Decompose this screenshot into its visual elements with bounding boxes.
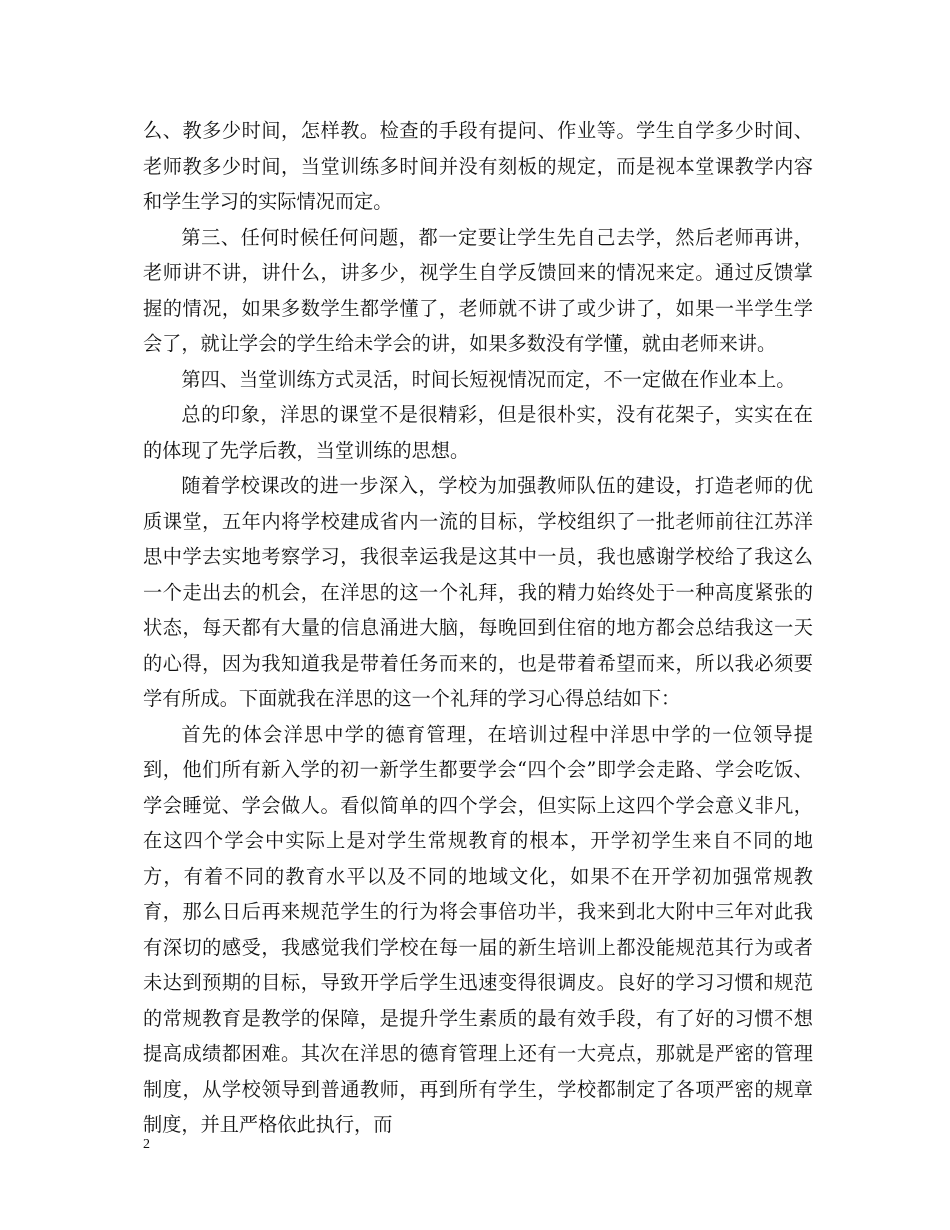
- paragraph-overall-impression: 总的印象，洋思的课堂不是很精彩，但是很朴实，没有花架子，实实在在的体现了先学后教，当堂训练的思想。: [143, 403, 813, 462]
- paragraph-moral-education: 首先的体会洋思中学的德育管理，在培训过程中洋思中学的一位领导提到，他们所有新入学的初一新学生都要学会“四个会”即学会走路、学会吃饭、学会睡觉、学会做人。看似简单的四个学会，但实际上这四个学会意义非凡，在这四个学会中实际上是对学生常规教育的根本，开学初学生来自不同的地方，有着不同的教育水平以及不同的地域文化，如果不在开学初加强常规教育，那么日后再来规范学生的行为将会事倍功半，我来到北大附中三年对此我有深切的感受，我感觉我们学校在每一届的新生培训上都没能规范其行为或者未达到预期的目标，导致开学后学生迅速变得很调皮。良好的学习习惯和规范的常规教育是教学的保障，是提升学生素质的最有效手段，有了好的习惯不想提高成绩都困难。其次在洋思的德育管理上还有一大亮点，那就是严密的管理制度，从学校领导到普通教师，再到所有学生，学校都制定了各项严密的规章制度，并且严格依此执行，而: [143, 722, 813, 1136]
- paragraph-continuation: 么、教多少时间，怎样教。检查的手段有提问、作业等。学生自学多少时间、老师教多少时间，当堂训练多时间并没有刻板的规定，而是视本堂课教学内容和学生学习的实际情况而定。: [143, 119, 813, 213]
- document-body: [143, 113, 813, 1143]
- paragraph-third-point: 第三、任何时候任何问题，都一定要让学生先自己去学，然后老师再讲，老师讲不讲，讲什么，讲多少，视学生自学反馈回来的情况来定。通过反馈掌握的情况，如果多数学生都学懂了，老师就不讲了或少讲了，如果一半学生学会了，就让学会的学生给未学会的讲，如果多数没有学懂，就由老师来讲。: [143, 225, 813, 355]
- paragraph-school-reform: 随着学校课改的进一步深入，学校为加强教师队伍的建设，打造老师的优质课堂，五年内将学校建成省内一流的目标，学校组织了一批老师前往江苏洋思中学去实地考察学习，我很幸运我是这其中一员，我也感谢学校给了我这么一个走出去的机会，在洋思的这一个礼拜，我的精力始终处于一种高度紧张的状态，每天都有大量的信息涌进大脑，每晚回到住宿的地方都会总结我这一天的心得，因为我知道我是带着任务而来的，也是带着希望而来，所以我必须要学有所成。下面就我在洋思的这一个礼拜的学习心得总结如下：: [143, 474, 813, 710]
- paragraph-fourth-point: 第四、当堂训练方式灵活，时间长短视情况而定，不一定做在作业本上。: [181, 367, 796, 391]
- page-number: 2: [143, 1137, 150, 1152]
